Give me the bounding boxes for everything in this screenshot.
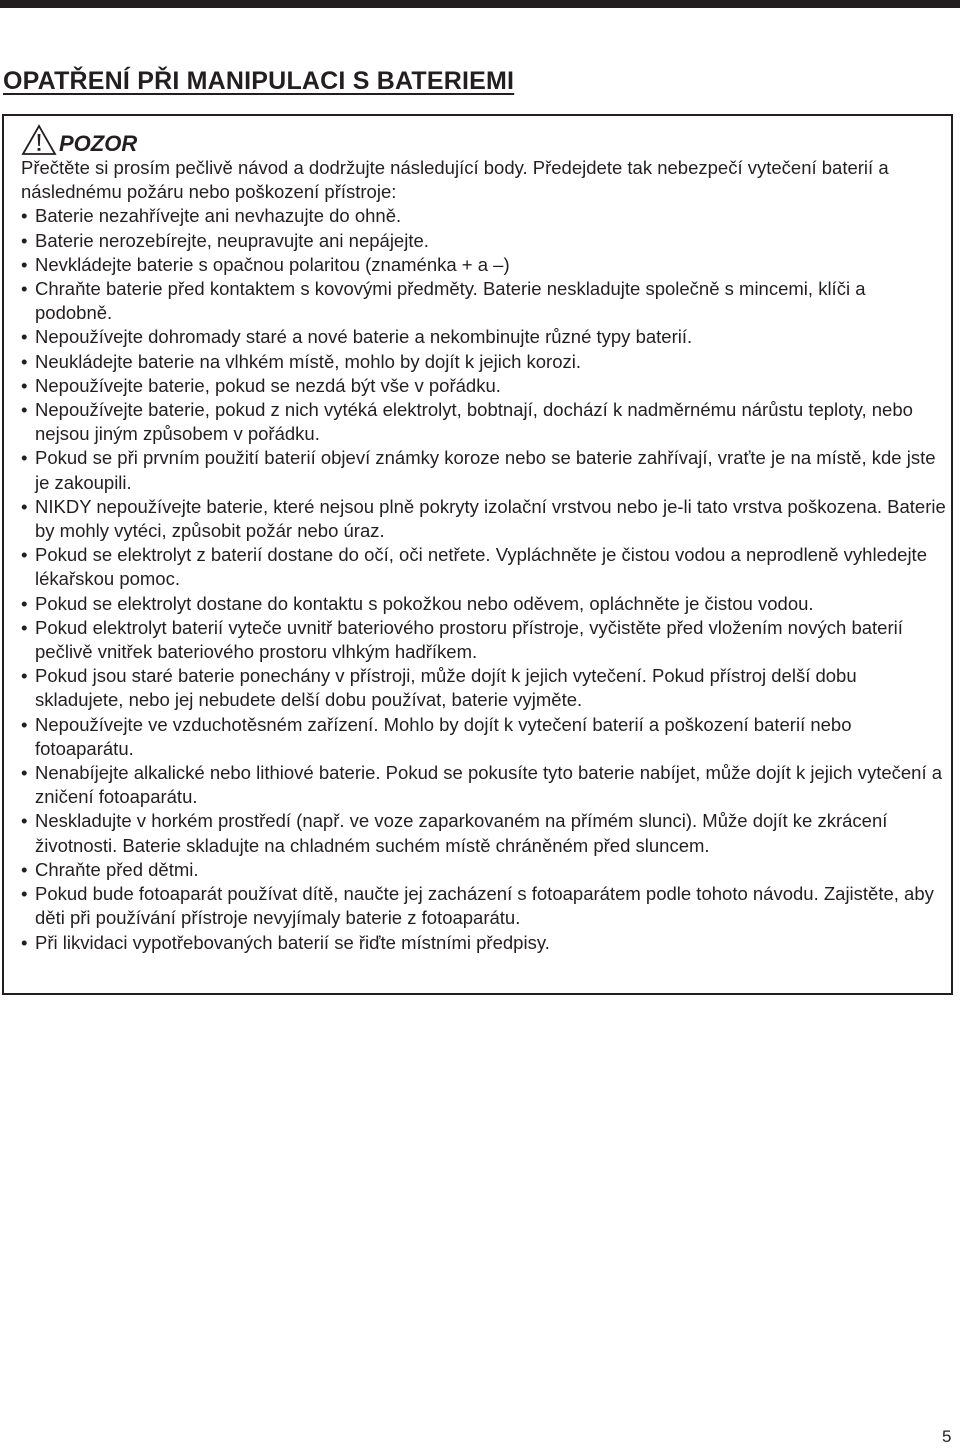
list-item-text: Pokud jsou staré baterie ponechány v přístroji, může dojít k jejich vytečení. Pokud přístroj delší dobu skladujete, nebo jej nebudete delší dobu používat, baterie vyjměte. bbox=[35, 665, 857, 711]
list-item-text: Pokud se při prvním použití baterií objeví známky koroze nebo se baterie zahřívají, vraťte je na místě, kde jste je zakoupili. bbox=[35, 447, 936, 493]
list-item bbox=[21, 229, 946, 253]
list-item bbox=[21, 809, 946, 857]
list-item-text: Nepoužívejte ve vzduchotěsném zařízení. Mohlo by dojít k vytečení baterií a poškození baterií nebo fotoaparátu. bbox=[35, 713, 852, 759]
page-number: 5 bbox=[942, 1427, 952, 1446]
bullet-icon: • bbox=[21, 544, 28, 566]
bullet-icon: • bbox=[21, 326, 28, 348]
bullet-icon: • bbox=[21, 278, 28, 300]
caution-body bbox=[21, 156, 946, 955]
list-item bbox=[21, 374, 946, 398]
caution-title: POZOR bbox=[59, 131, 138, 156]
bullet-icon: • bbox=[21, 931, 28, 953]
list-item bbox=[21, 204, 946, 228]
bullet-icon: • bbox=[21, 350, 28, 372]
list-item bbox=[21, 858, 946, 882]
bullet-icon: • bbox=[21, 665, 28, 687]
list-item-text: Neskladujte v horkém prostředí (např. ve voze zaparkovaném na přímém slunci). Může dojít ke zkrácení životnosti. Baterie skladujte na chladném suchém místě chráněném před sluncem. bbox=[35, 810, 888, 856]
list-item bbox=[21, 882, 946, 930]
list-item-text: Pokud se elektrolyt dostane do kontaktu s pokožkou nebo oděvem, opláchněte je čistou vodou. bbox=[35, 592, 814, 614]
list-item-text: Nepoužívejte baterie, pokud z nich vytéká elektrolyt, bobtnají, dochází k nadměrnému nárůstu teploty, nebo nejsou jiným způsobem v pořádku. bbox=[35, 399, 913, 445]
bullet-icon: • bbox=[21, 229, 28, 251]
list-item bbox=[21, 931, 946, 955]
list-item-text: Neukládejte baterie na vlhkém místě, mohlo by dojít k jejich korozi. bbox=[35, 350, 582, 372]
bullet-icon: • bbox=[21, 447, 28, 469]
list-item bbox=[21, 446, 946, 494]
list-item bbox=[21, 543, 946, 591]
list-item bbox=[21, 616, 946, 664]
list-item-text: Nenabíjejte alkalické nebo lithiové baterie. Pokud se pokusíte tyto baterie nabíjet, může dojít k jejich vytečení a zničení fotoaparátu. bbox=[35, 762, 943, 808]
list-item-text: Baterie nerozebírejte, neupravujte ani nepájejte. bbox=[35, 229, 429, 251]
list-item bbox=[21, 592, 946, 616]
bullet-icon: • bbox=[21, 762, 28, 784]
bullet-icon: • bbox=[21, 858, 28, 880]
warning-triangle-icon bbox=[21, 123, 57, 157]
list-item-text: Chraňte baterie před kontaktem s kovovými předměty. Baterie neskladujte společně s mincemi, klíči a podobně. bbox=[35, 278, 866, 324]
list-item-text: NIKDY nepoužívejte baterie, které nejsou plně pokryty izolační vrstvou nebo je-li tato vrstva poškozena. Baterie by mohly vytéci, způsobit požár nebo úraz. bbox=[35, 495, 946, 542]
page-heading: OPATŘENÍ PŘI MANIPULACI S BATERIEMI bbox=[3, 67, 515, 95]
list-item bbox=[21, 277, 946, 325]
caution-header bbox=[21, 120, 137, 160]
list-item-text: Při likvidaci vypotřebovaných baterií se řiďte místními předpisy. bbox=[35, 931, 550, 953]
bullet-icon: • bbox=[21, 592, 28, 614]
caution-list bbox=[21, 204, 946, 954]
list-item-text: Pokud elektrolyt baterií vyteče uvnitř bateriového prostoru přístroje, vyčistěte před vložením nových baterií pečlivě vnitřek bateriového prostoru vlhkým hadříkem. bbox=[35, 616, 903, 663]
list-item bbox=[21, 350, 946, 374]
list-item-text: Pokud bude fotoaparát používat dítě, naučte jej zacházení s fotoaparátem podle tohoto návodu. Zajistěte, aby děti při používání přístroje nevyjímaly baterie z fotoaparátu. bbox=[35, 883, 934, 929]
list-item-text: Chraňte před dětmi. bbox=[35, 858, 199, 880]
list-item bbox=[21, 761, 946, 809]
list-item-text: Pokud se elektrolyt z baterií dostane do očí, oči netřete. Vypláchněte je čistou vodou a neprodleně vyhledejte lékařskou pomoc. bbox=[35, 544, 927, 590]
list-item-text: Baterie nezahřívejte ani nevhazujte do ohně. bbox=[35, 205, 402, 227]
bullet-icon: • bbox=[21, 399, 28, 421]
bullet-icon: • bbox=[21, 810, 28, 832]
bullet-icon: • bbox=[21, 883, 28, 905]
top-rule bbox=[0, 0, 960, 8]
bullet-icon: • bbox=[21, 205, 28, 227]
list-item bbox=[21, 398, 946, 446]
bullet-icon: • bbox=[21, 253, 28, 275]
list-item bbox=[21, 664, 946, 712]
caution-intro: Přečtěte si prosím pečlivě návod a dodržujte následující body. Předejdete tak nebezpečí vytečení baterií a následnému požáru nebo poškození přístroje: bbox=[21, 157, 889, 203]
list-item bbox=[21, 253, 946, 277]
list-item-text: Nepoužívejte baterie, pokud se nezdá být vše v pořádku. bbox=[35, 374, 501, 396]
bullet-icon: • bbox=[21, 374, 28, 396]
bullet-icon: • bbox=[21, 713, 28, 735]
list-item-text: Nevkládejte baterie s opačnou polaritou (znaménka + a –) bbox=[35, 253, 510, 275]
bullet-icon: • bbox=[21, 616, 28, 638]
list-item bbox=[21, 713, 946, 761]
list-item bbox=[21, 325, 946, 349]
bullet-icon: • bbox=[21, 495, 28, 517]
list-item-text: Nepoužívejte dohromady staré a nové baterie a nekombinujte různé typy baterií. bbox=[35, 326, 693, 348]
list-item bbox=[21, 495, 946, 543]
caution-box bbox=[2, 114, 953, 995]
